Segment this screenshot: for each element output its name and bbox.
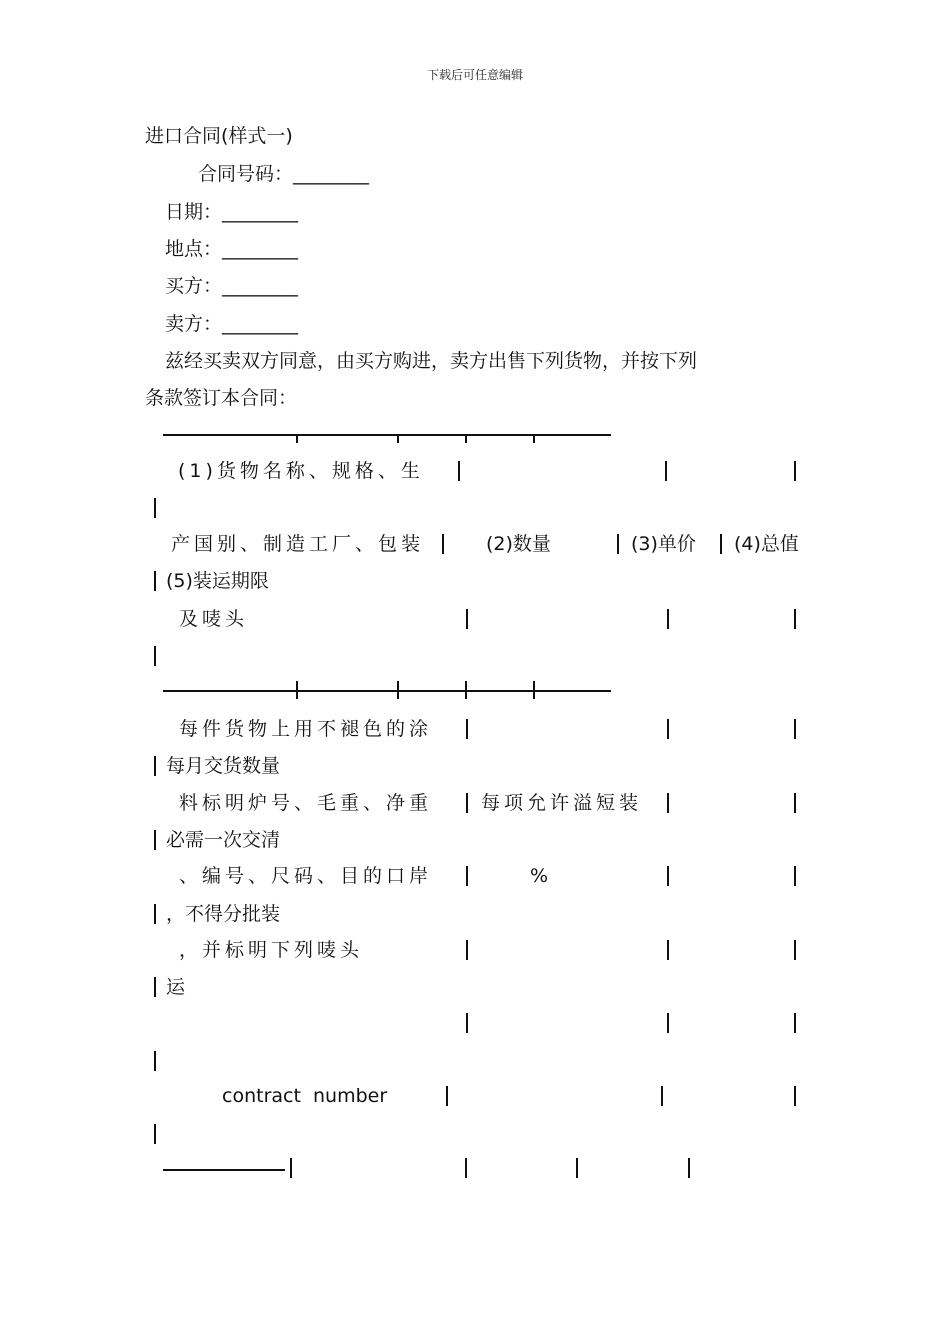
table-bottom-rule xyxy=(163,1169,285,1171)
column-bar xyxy=(154,571,156,591)
column-bar xyxy=(794,461,796,481)
col3-header: (3)单价 xyxy=(631,533,696,555)
col1-body-line-2: 料标明炉号、毛重、净重 xyxy=(179,792,433,814)
field-blank: ________ xyxy=(222,313,299,335)
field-blank: ________ xyxy=(222,238,299,260)
col2-body-line-2: % xyxy=(530,865,549,887)
field-label: 买方： xyxy=(165,275,223,297)
table-top-rule xyxy=(163,434,611,436)
field-date xyxy=(165,200,298,224)
column-bar xyxy=(667,866,669,886)
column-bar xyxy=(466,609,468,629)
intro-line-2: 条款签订本合同： xyxy=(145,387,298,409)
column-bar xyxy=(688,1158,690,1178)
column-bar xyxy=(794,1013,796,1033)
field-label: 合同号码： xyxy=(198,163,294,185)
column-bar xyxy=(154,1124,156,1144)
column-bar xyxy=(794,609,796,629)
field-label: 日期： xyxy=(165,201,223,223)
col5-body-line-3: ，不得分批装 xyxy=(166,903,281,925)
rule-cross xyxy=(465,681,467,699)
column-bar xyxy=(794,1086,796,1106)
rule-cross xyxy=(296,681,298,699)
rule-tick xyxy=(533,434,535,443)
column-bar xyxy=(290,1158,292,1178)
field-blank: ________ xyxy=(222,275,299,297)
col1-header-line-3: 及唛头 xyxy=(179,608,249,630)
column-bar xyxy=(154,756,156,776)
column-bar xyxy=(466,719,468,739)
column-bar xyxy=(154,1051,156,1071)
column-bar xyxy=(466,793,468,813)
column-bar xyxy=(794,940,796,960)
contract-title: 进口合同(样式一) xyxy=(145,125,293,147)
table-middle-rule xyxy=(163,690,611,692)
column-bar xyxy=(458,461,460,481)
col2-header: (2)数量 xyxy=(486,533,551,555)
column-bar xyxy=(667,940,669,960)
intro-line-1: 兹经买卖双方同意，由买方购进，卖方出售下列货物，并按下列 xyxy=(165,350,698,372)
column-bar xyxy=(154,498,156,518)
field-label: 地点： xyxy=(165,238,223,260)
field-place xyxy=(165,237,298,261)
column-bar xyxy=(466,1013,468,1033)
rule-tick xyxy=(465,434,467,443)
column-bar xyxy=(667,609,669,629)
column-bar xyxy=(667,793,669,813)
column-bar xyxy=(466,866,468,886)
column-bar xyxy=(667,719,669,739)
field-label: 卖方： xyxy=(165,313,223,335)
column-bar xyxy=(465,1158,467,1178)
col4-header: (4)总值 xyxy=(734,533,799,555)
column-bar xyxy=(617,534,619,554)
rule-cross xyxy=(533,681,535,699)
contract-number-label: contract number xyxy=(222,1085,388,1107)
col5-header: (5)装运期限 xyxy=(166,570,269,592)
column-bar xyxy=(154,977,156,997)
column-bar xyxy=(794,719,796,739)
col5-body-line-4: 运 xyxy=(166,976,186,998)
col5-body-line-2: 必需一次交清 xyxy=(166,829,281,851)
rule-cross xyxy=(397,681,399,699)
column-bar xyxy=(720,534,722,554)
column-bar xyxy=(794,866,796,886)
col2-body-line-1: 每项允许溢短装 xyxy=(481,792,643,814)
field-contract-number xyxy=(198,162,369,186)
column-bar xyxy=(154,830,156,850)
col1-header-line-2: 产国别、制造工厂、包装 xyxy=(171,533,425,555)
column-bar xyxy=(576,1158,578,1178)
rule-tick xyxy=(296,434,298,443)
col1-header-line-1: (1)货物名称、规格、生 xyxy=(178,460,424,482)
column-bar xyxy=(442,534,444,554)
rule-tick xyxy=(397,434,399,443)
column-bar xyxy=(446,1086,448,1106)
column-bar xyxy=(154,646,156,666)
column-bar xyxy=(466,940,468,960)
col1-body-line-3: 、编号、尺码、目的口岸 xyxy=(179,865,433,887)
column-bar xyxy=(154,904,156,924)
column-bar xyxy=(665,461,667,481)
column-bar xyxy=(794,793,796,813)
column-bar xyxy=(661,1086,663,1106)
page-header-note: 下载后可任意编辑 xyxy=(426,68,523,82)
field-seller xyxy=(165,312,298,336)
column-bar xyxy=(667,1013,669,1033)
field-blank: ________ xyxy=(293,163,370,185)
col1-body-line-1: 每件货物上用不褪色的涂 xyxy=(179,718,433,740)
field-blank: ________ xyxy=(222,201,299,223)
field-buyer xyxy=(165,274,298,298)
col5-body-line-1: 每月交货数量 xyxy=(166,755,281,777)
col1-body-line-4: ，并标明下列唛头 xyxy=(179,939,364,961)
